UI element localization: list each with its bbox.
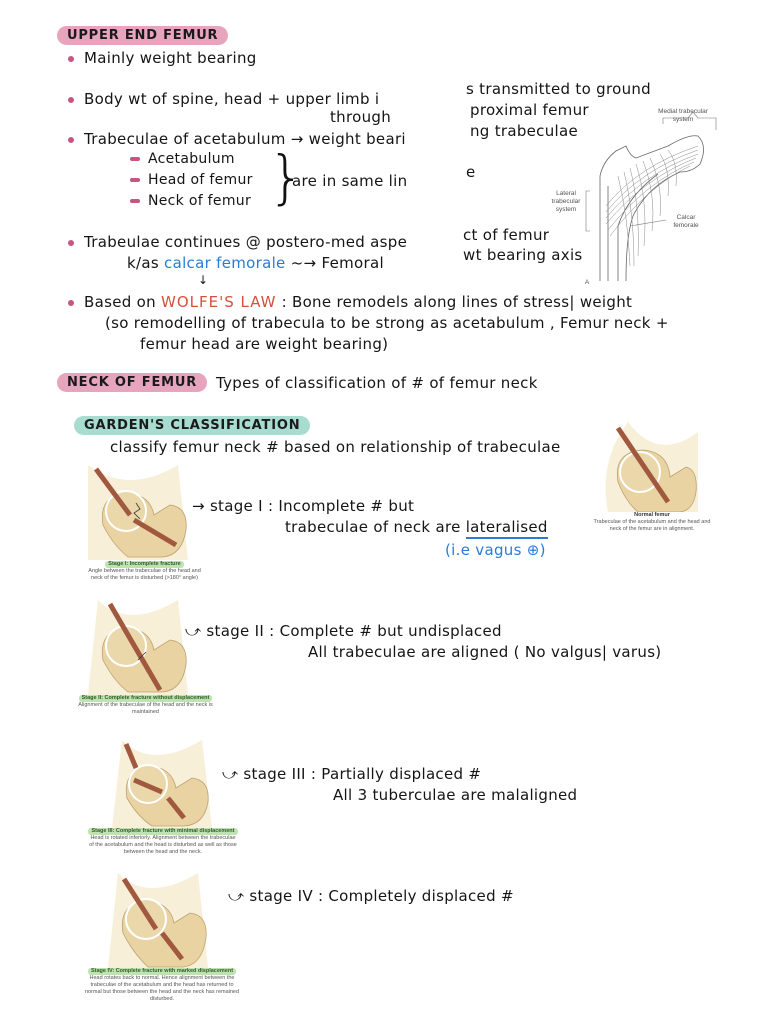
neck-classification-subtitle: Types of classification of # of femur neck xyxy=(216,374,538,392)
section-heading-gardens-classification: GARDEN'S CLASSIFICATION xyxy=(74,416,310,435)
bullet-dot xyxy=(68,56,74,62)
stage-4-figure xyxy=(108,873,218,968)
through-continuation: through xyxy=(330,108,392,126)
wolfe-explanation-line3: femur head are weight bearing) xyxy=(140,335,389,353)
same-line-text: are in same lin xyxy=(292,172,408,190)
right-fragment-e: e xyxy=(466,163,476,181)
bullet-wolfes-law: Based on WOLFE'S LAW : Bone remodels along lines of stress| weight xyxy=(68,293,632,311)
bullet-dot xyxy=(68,137,74,143)
curved-arrow-icon: ⤻ xyxy=(222,765,244,783)
wolfe-explanation-line2: (so remodelling of trabecula to be strong as acetabulum , Femur neck + xyxy=(105,314,669,332)
stage-2-femur-illustration xyxy=(88,600,198,695)
down-arrow-icon: ↓ xyxy=(198,273,209,287)
right-fragment-trabeculae: ng trabeculae xyxy=(470,122,579,140)
garden-intro: classify femur neck # based on relationship of trabeculae xyxy=(110,438,561,456)
lateralised-underlined: lateralised xyxy=(466,518,548,539)
bullet-calcar xyxy=(68,233,407,251)
sub-item-acetabulum: Acetabulum xyxy=(130,151,235,167)
sub-item-neck-of-femur: Neck of femur xyxy=(130,193,251,209)
bullet-text: Mainly weight bearing xyxy=(84,49,257,67)
curved-arrow-icon: ⤻ xyxy=(228,887,250,905)
stage-1-caption: Stage I: Incomplete fracture Angle between the trabeculae of the head and neck of the femur is disturbed (>180° angle) xyxy=(88,561,201,581)
stage-2-caption: Stage II: Complete fracture without displacement Alignment of the trabeculae of the head and the neck is maintained xyxy=(78,695,213,715)
right-fragment-proximal: proximal femur xyxy=(470,101,589,119)
stage-3-figure xyxy=(112,740,217,828)
stage-1-femur-illustration xyxy=(88,465,198,560)
bullet-text: Body wt of spine, head + upper limb i xyxy=(84,90,380,108)
stage-2-line2: All trabeculae are aligned ( No valgus| varus) xyxy=(308,643,662,661)
stage-1-line1: → stage I : Incomplete # but xyxy=(192,497,415,515)
stage-1-line2: trabeculae of neck are lateralised xyxy=(285,518,548,536)
proximal-femur-trabecular-diagram xyxy=(548,106,718,291)
stage-1-figure xyxy=(88,465,198,560)
dash-marker xyxy=(130,199,140,203)
stage-3-caption: Stage III: Complete fracture with minimal displacement Head is rotated inferiorly. Alignment between the trabeculae of the acetabulum and the head is disturbed as well as those between the head and the neck. xyxy=(89,828,237,855)
stage-3-line1: ⤻ stage III : Partially displaced # xyxy=(222,765,482,783)
label-calcar-femorale: Calcar femorale xyxy=(673,214,699,229)
figure-letter: A xyxy=(584,279,590,286)
label-lateral-trabecular-system: Lateral trabecular system xyxy=(551,190,581,213)
stage-3-femur-illustration xyxy=(112,740,217,828)
bullet-mainly-weight-bearing xyxy=(68,49,257,67)
right-fragment-transmitted: s transmitted to ground xyxy=(466,80,652,98)
section-heading-upper-end-femur: UPPER END FEMUR xyxy=(57,26,228,45)
bullet-dot xyxy=(68,240,74,246)
stage-3-line2: All 3 tuberculae are malaligned xyxy=(333,786,578,804)
stage-4-femur-illustration xyxy=(108,873,218,968)
right-fragment-ct-of-femur: ct of femur xyxy=(463,226,550,244)
stage-4-line1: ⤻ stage IV : Completely displaced # xyxy=(228,887,514,905)
bullet-body-weight xyxy=(68,90,379,108)
dash-marker xyxy=(130,157,140,161)
arrow-icon: → xyxy=(192,497,210,515)
stage-1-note-vagus: (i.e vagus ⊕) xyxy=(445,541,546,559)
stage-2-line1: ⤻ stage II : Complete # but undisplaced xyxy=(185,622,502,640)
dash-marker xyxy=(130,178,140,182)
brace-icon: } xyxy=(268,143,305,211)
sub-item-head-of-femur: Head of femur xyxy=(130,172,253,188)
bullet-dot xyxy=(68,300,74,306)
stage-2-figure xyxy=(88,600,198,695)
stage-4-caption: Stage IV: Complete fracture with marked displacement Head rotates back to normal. Hence alignment between the trabeculae of the acetabulum and the head has returned to normal but those between the head and the neck has remained disturbed. xyxy=(84,968,240,1002)
bullet-trabeculae-acetabulum xyxy=(68,130,406,148)
curved-arrow-icon: ⤻ xyxy=(185,622,207,640)
bullet-text: Trabeulae continues @ postero-med aspe xyxy=(84,233,408,251)
bullet-dot xyxy=(68,97,74,103)
label-medial-trabecular-system: Medial trabecular system xyxy=(658,108,708,123)
calcar-line: k/as calcar femorale ~→ Femoral xyxy=(127,254,384,272)
calcar-femorale-highlight: calcar femorale xyxy=(164,254,286,272)
right-fragment-wt-bearing: wt bearing axis xyxy=(463,246,583,264)
wolfes-law-highlight: WOLFE'S LAW xyxy=(160,293,277,311)
normal-femur-illustration xyxy=(598,422,708,512)
section-heading-neck-of-femur: NECK OF FEMUR xyxy=(57,373,207,392)
normal-femur-figure xyxy=(598,422,708,512)
normal-femur-caption: Normal femur Trabeculae of the acetabulum and the head and neck of the femur are in alignment. xyxy=(593,512,711,532)
bullet-text: Trabeculae of acetabulum → weight beari xyxy=(84,130,406,148)
